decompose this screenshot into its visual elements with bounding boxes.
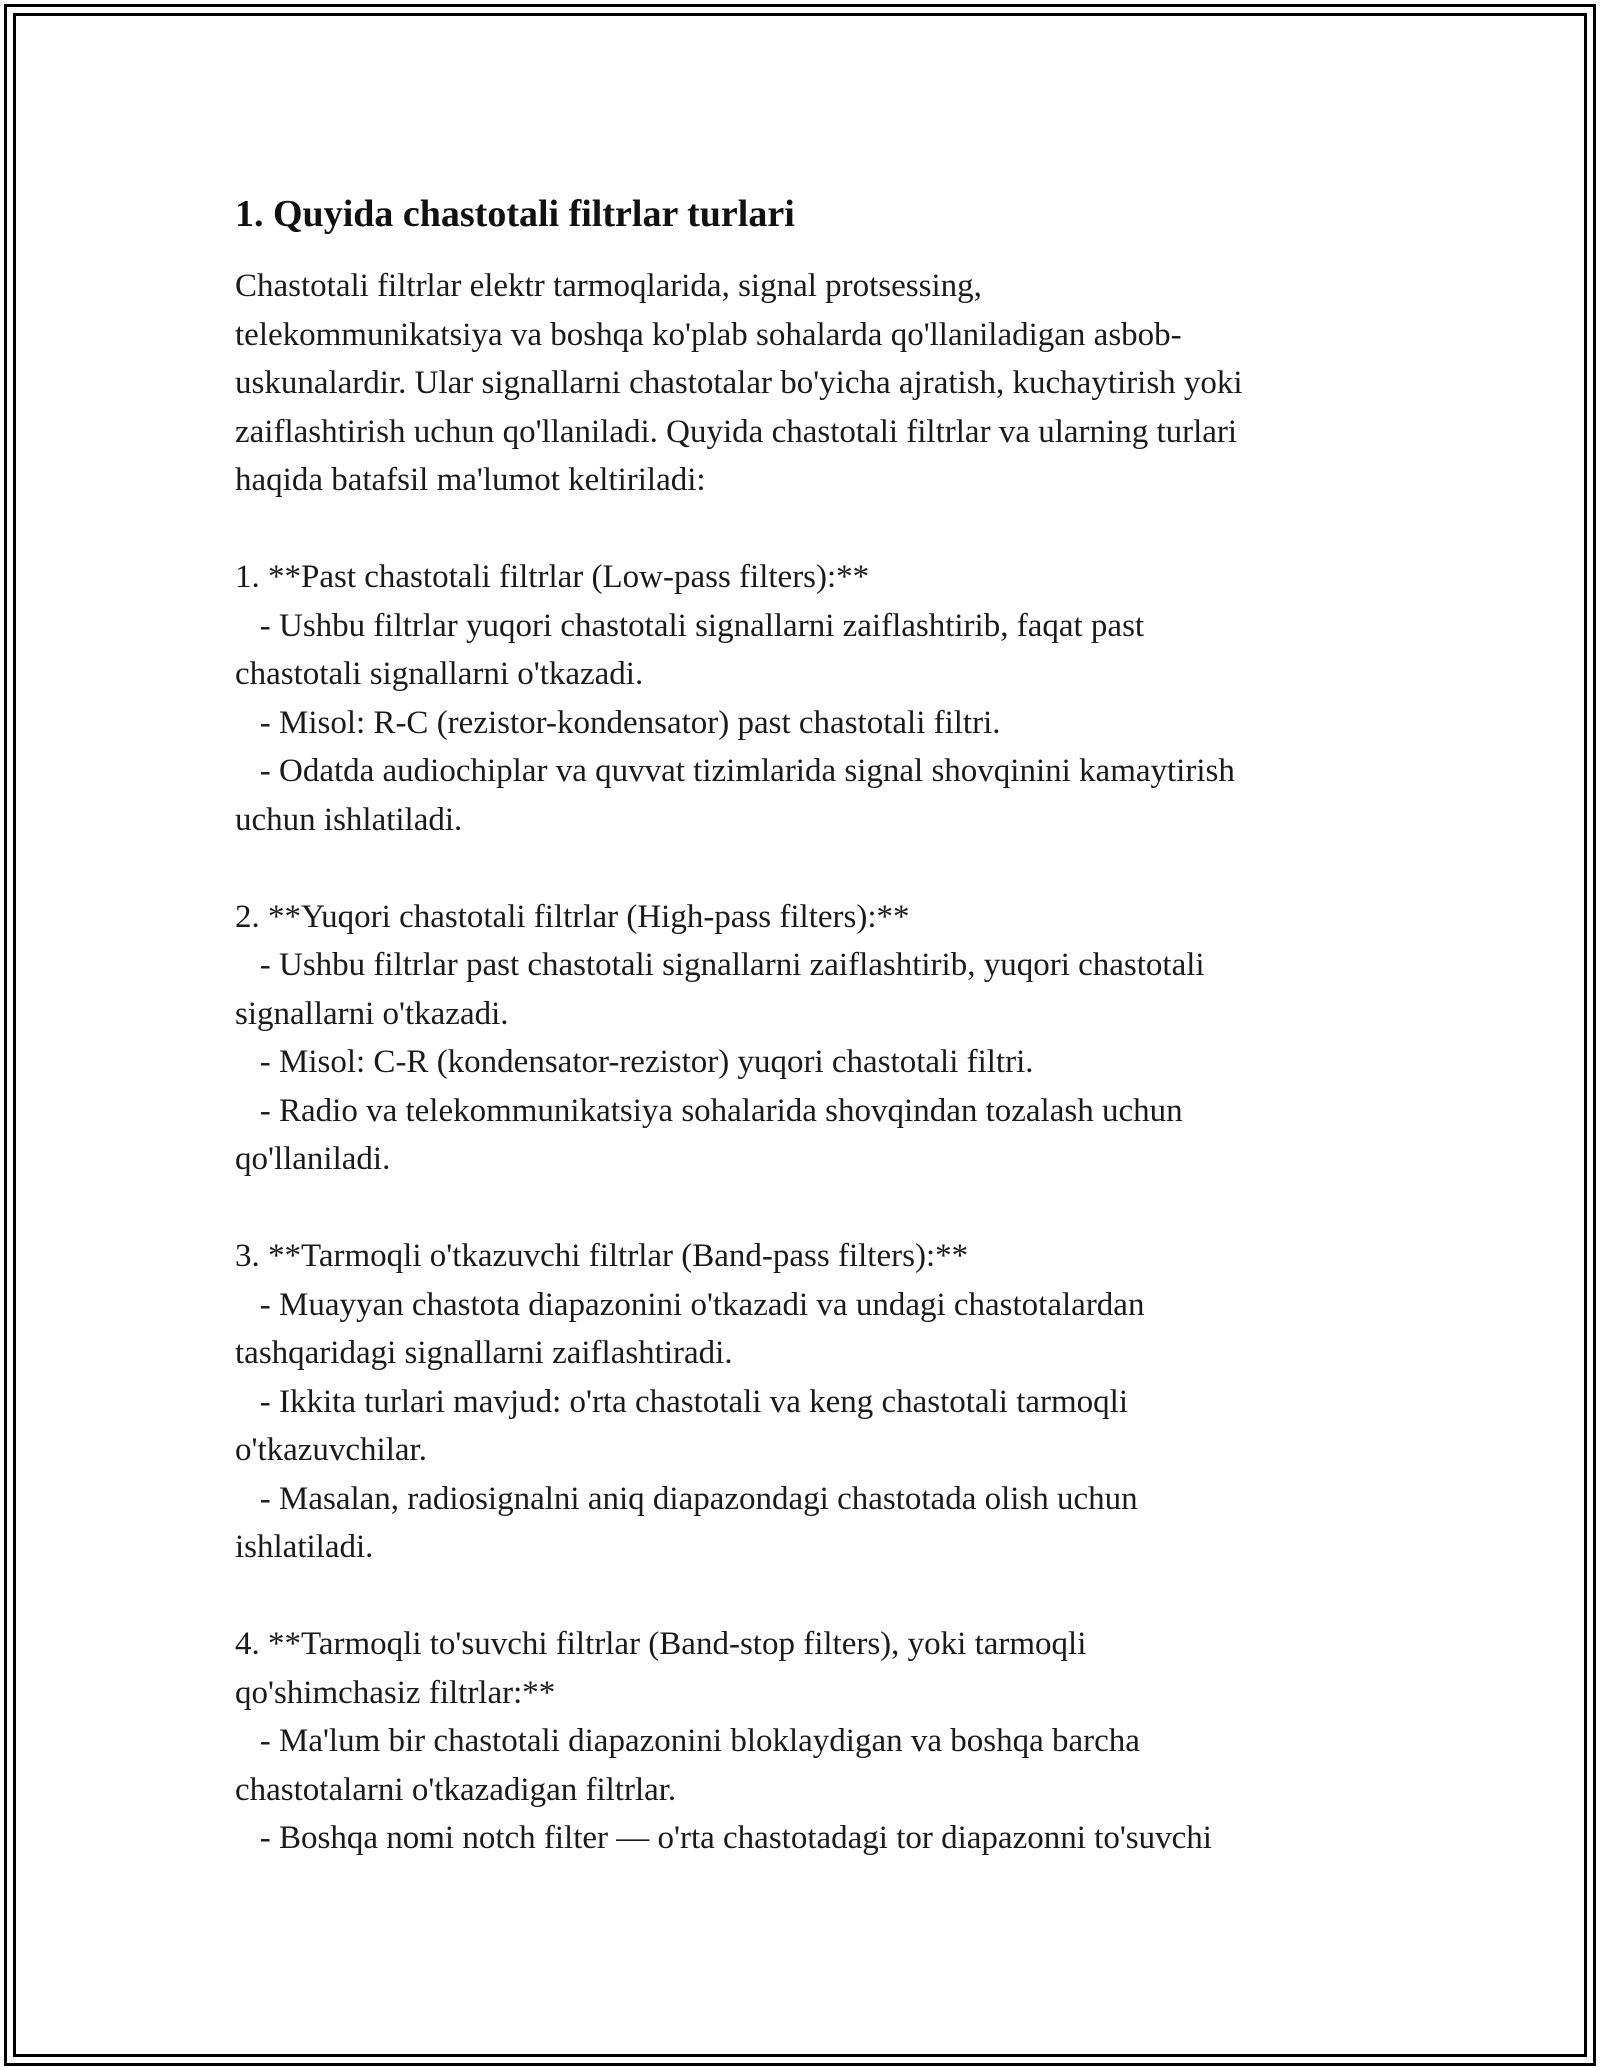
document-title: 1. Quyida chastotali filtrlar turlari <box>235 193 795 235</box>
document-body: Chastotali filtrlar elektr tarmoqlarida, signal protsessing, telekommunikatsiya va boshqa ko'plab sohalarda qo'llaniladigan asbob- uskunalardir. Ular signallarni chastotalar bo'yicha ajratish, kuchaytirish yoki zaiflashtirish uchun qo'llaniladi. Quyida chastotali filtrlar va ularning turlari haqida batafsil ma'lumot keltiriladi: 1. **Past chastotali filtrlar (Low-pass filters):** - Ushbu filtrlar yuqori chastotali signallarni zaiflashtirib, faqat past chastotali signallarni o'tkazadi. - Misol: R-C (rezistor-kondensator) past chastotali filtri. - Odatda audiochiplar va quvvat tizimlarida signal shovqinini kamaytirish uchun ishlatiladi. 2. **Yuqori chastotali filtrlar (High-pass filters):** - Ushbu filtrlar past chastotali signallarni zaiflashtirib, yuqori chastotali signallarni o'tkazadi. - Misol: C-R (kondensator-rezistor) yuqori chastotali filtri. - Radio va telekommunikatsiya sohalarida shovqindan tozalash uchun qo'llaniladi. 3. **Tarmoqli o'tkazuvchi filtrlar (Band-pass filters):** - Muayyan chastota diapazonini o'tkazadi va undagi chastotalardan tashqaridagi signallarni zaiflashtiradi. - Ikkita turlari mavjud: o'rta chastotali va keng chastotali tarmoqli o'tkazuvchilar. - Masalan, radiosignalni aniq diapazondagi chastotada olish uchun ishlatiladi. 4. **Tarmoqli to'suvchi filtrlar (Band-stop filters), yoki tarmoqli qo'shimchasiz filtrlar:** - Ma'lum bir chastotali diapazonini bloklaydigan va boshqa barcha chastotalarni o'tkazadigan filtrlar. - Boshqa nomi notch filter — o'rta chastotadagi tor diapazonni to'suvchi <box>235 268 1243 1856</box>
document-content <box>235 186 1385 1863</box>
